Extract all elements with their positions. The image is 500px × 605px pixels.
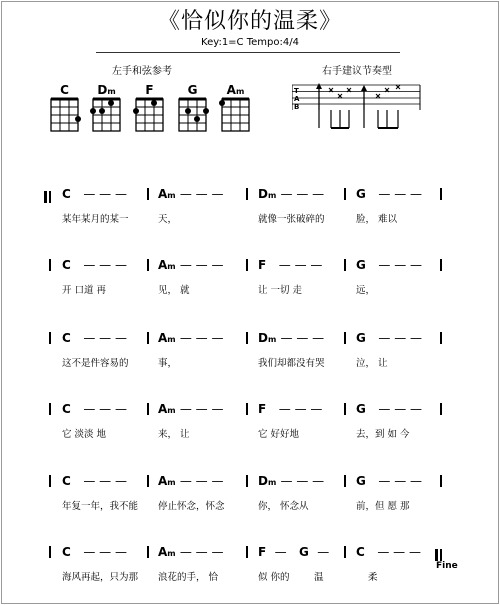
song-title: 《恰似你的温柔》	[157, 9, 342, 34]
lyric: 年复一年，我不能	[62, 501, 139, 512]
measure-row-2	[44, 258, 444, 298]
tab-letter-b: B	[294, 103, 300, 111]
chord-c: C — — —	[62, 187, 127, 201]
lyric: 它 好好地	[258, 429, 300, 440]
chord-name: F	[145, 83, 154, 97]
tab-letter-t: T	[294, 87, 299, 95]
lyric: 我们却都没有哭	[258, 358, 325, 369]
chord-c: C — — —	[62, 545, 127, 559]
chord-name: Dm	[97, 83, 116, 97]
chord-diagram-c	[48, 84, 81, 133]
barline	[246, 403, 248, 415]
lyric: 这不是件容易的	[62, 358, 129, 369]
lyric: 海风再起，只为那	[62, 572, 139, 583]
barline	[49, 546, 51, 558]
lyric: 前，但 愿 那	[356, 501, 410, 512]
lyric: 远，	[356, 285, 376, 296]
fretboard-dm	[90, 97, 123, 133]
fretboard-am	[219, 97, 252, 133]
barline	[344, 546, 346, 558]
lyric: 泣， 让	[356, 358, 388, 369]
lyric: 事，	[158, 358, 178, 369]
chord-dm: Dm — — —	[258, 474, 325, 488]
lyric: 柔	[368, 572, 378, 583]
chord-am: Am — — —	[158, 187, 224, 201]
barline	[49, 403, 51, 415]
lyric: 停止怀念，怀念	[158, 501, 225, 512]
chord-name: C	[60, 83, 69, 97]
lyric: 似 你的	[258, 572, 290, 583]
lyric: 它 淡淡 地	[62, 429, 107, 440]
lyric: 见， 就	[158, 285, 190, 296]
final-barline	[435, 546, 444, 558]
chord-g: G — — —	[356, 258, 423, 272]
chord-diagram-am	[219, 84, 252, 133]
chord-c: C — — —	[62, 331, 127, 345]
barline	[344, 403, 346, 415]
fretboard-g	[176, 97, 209, 133]
chord-c: C — — —	[62, 258, 127, 272]
lyric: 就像一张破碎的	[258, 214, 325, 225]
measure-row-6	[44, 545, 458, 585]
chord-g: G —	[299, 545, 330, 559]
chord-diagram-dm	[90, 84, 123, 133]
chord-c: C — — —	[62, 402, 127, 416]
barline	[246, 188, 248, 200]
chord-diagram-f	[133, 84, 166, 133]
lyric: 来， 让	[158, 429, 190, 440]
lyric: 某年某月的某一	[62, 214, 129, 225]
chord-g: G — — —	[356, 474, 423, 488]
lyric: 去，到 如 今	[356, 429, 410, 440]
barline	[147, 403, 149, 415]
chord-diagram-g	[176, 84, 209, 133]
barline	[440, 332, 442, 344]
chord-g: G — — —	[356, 187, 423, 201]
lyric: 浪花的手， 恰	[158, 572, 219, 583]
title-divider	[96, 52, 400, 53]
lyric: 开 口道 再	[62, 285, 107, 296]
chord-f: F —	[258, 545, 287, 559]
chord-am: Am — — —	[158, 402, 224, 416]
tab-letter-a: A	[294, 95, 300, 103]
repeat-start-barline	[44, 188, 53, 200]
left-hand-label: 左手和弦参考	[112, 66, 172, 77]
barline	[440, 259, 442, 271]
barline	[246, 475, 248, 487]
barline	[440, 188, 442, 200]
chord-f: F — — —	[258, 258, 323, 272]
chord-am: Am — — —	[158, 474, 224, 488]
barline	[49, 259, 51, 271]
chord-g: G — — —	[356, 402, 423, 416]
barline	[440, 475, 442, 487]
fretboard-c	[48, 97, 81, 133]
chord-name: G	[187, 83, 198, 97]
measure-row-1	[44, 187, 444, 227]
barline	[246, 259, 248, 271]
barline	[344, 332, 346, 344]
barline	[344, 188, 346, 200]
fine-marking: Fine	[436, 561, 458, 571]
barline	[49, 475, 51, 487]
right-hand-label: 右手建议节奏型	[322, 66, 392, 77]
chord-c: C — — —	[356, 545, 421, 559]
key-tempo: Key:1=C Tempo:4/4	[201, 37, 299, 48]
chord-am: Am — — —	[158, 258, 224, 272]
chord-name: Am	[226, 83, 245, 97]
chord-am: Am — — —	[158, 331, 224, 345]
barline	[440, 403, 442, 415]
chord-f: F — — —	[258, 402, 323, 416]
fretboard-f	[133, 97, 166, 133]
barline	[147, 546, 149, 558]
chord-c: C — — —	[62, 474, 127, 488]
lyric: 脸， 难以	[356, 214, 398, 225]
barline	[147, 332, 149, 344]
chord-am: Am — — —	[158, 545, 224, 559]
barline	[49, 332, 51, 344]
chord-dm: Dm — — —	[258, 187, 325, 201]
rhythm-pattern	[292, 83, 422, 139]
lyric: 你， 怀念从	[258, 501, 309, 512]
barline	[147, 259, 149, 271]
measure-row-5	[44, 474, 444, 514]
barline	[246, 332, 248, 344]
chord-dm: Dm — — —	[258, 331, 325, 345]
barline	[147, 188, 149, 200]
barline	[246, 546, 248, 558]
barline	[344, 259, 346, 271]
barline	[147, 475, 149, 487]
barline	[344, 475, 346, 487]
measure-row-3	[44, 331, 444, 371]
lyric: 天，	[158, 214, 178, 225]
measure-row-4	[44, 402, 444, 442]
rhythm-tab	[292, 83, 422, 135]
lyric: 让 一切 走	[258, 285, 303, 296]
lyric: 温	[314, 572, 324, 583]
chord-g: G — — —	[356, 331, 423, 345]
